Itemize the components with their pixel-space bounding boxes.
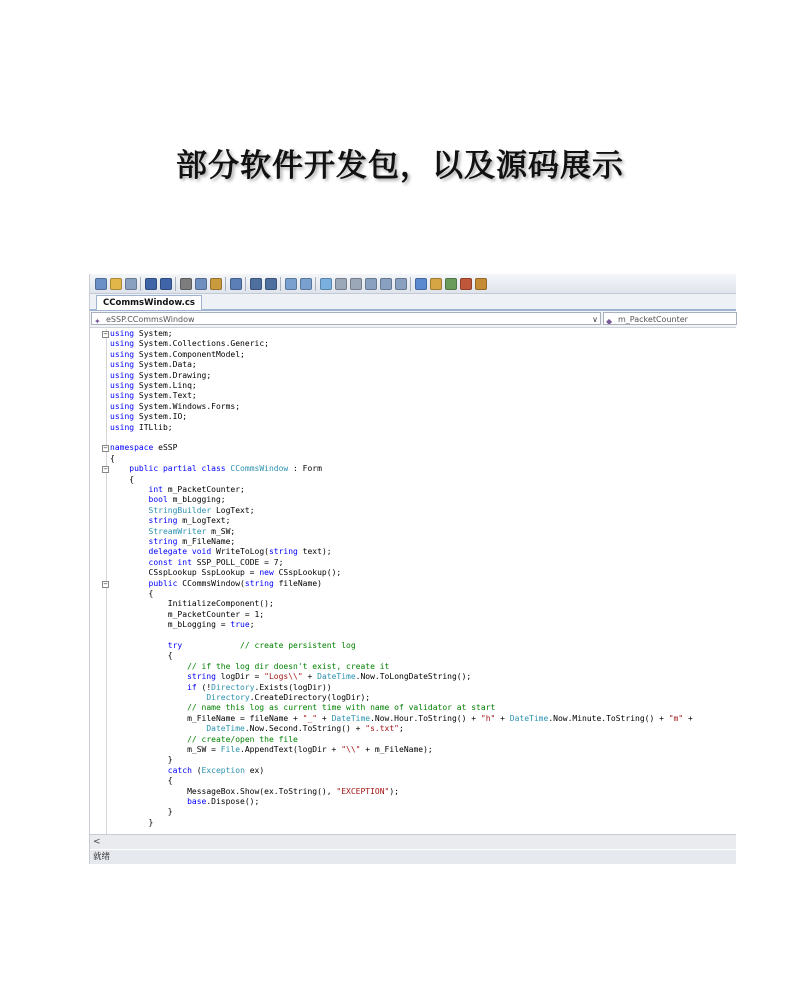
code-token: CCommsWindow — [230, 464, 289, 474]
start-debug-icon[interactable] — [320, 278, 332, 290]
code-token — [110, 766, 168, 775]
code-token: namespace — [110, 443, 154, 453]
code-token: bool — [148, 495, 168, 505]
code-token: string — [148, 537, 178, 546]
code-line — [110, 360, 197, 370]
undo-icon[interactable] — [285, 278, 297, 290]
code-token: (! — [196, 682, 212, 692]
toolbar-separator — [175, 277, 176, 291]
code-token: DateTime — [206, 724, 245, 734]
toolbox-icon[interactable] — [460, 278, 472, 290]
code-token — [110, 735, 187, 744]
code-token: DateTime — [317, 672, 356, 682]
step-out-icon[interactable] — [395, 278, 407, 290]
code-token: System.ComponentModel; — [134, 349, 245, 359]
code-token: ; — [249, 620, 255, 630]
object-browser-icon[interactable] — [445, 278, 457, 290]
code-token — [110, 641, 168, 650]
code-line — [110, 537, 235, 547]
collapse-outline-icon[interactable]: − — [103, 579, 108, 588]
copy-icon[interactable] — [195, 278, 207, 290]
comment-icon[interactable] — [250, 278, 262, 290]
code-token: { — [110, 776, 173, 786]
redo-icon[interactable] — [300, 278, 312, 290]
code-token: m_bLogging = — [110, 620, 231, 630]
code-token — [110, 662, 187, 671]
code-token: .Now.Hour.ToString() + — [370, 713, 481, 723]
pause-icon[interactable] — [335, 278, 347, 290]
code-line — [110, 683, 332, 693]
code-token: delegate void — [148, 547, 212, 557]
code-line — [110, 443, 177, 453]
code-token — [110, 703, 187, 712]
code-token: Exception — [201, 765, 245, 775]
toolbar-separator — [315, 277, 316, 291]
collapse-outline-icon[interactable]: − — [103, 330, 108, 338]
code-line — [110, 412, 187, 422]
code-token: using — [110, 370, 135, 380]
code-line — [110, 703, 495, 713]
start-page-icon[interactable] — [475, 278, 487, 290]
class-dropdown-value: eSSP.CCommsWindow — [106, 315, 195, 324]
code-token: "m" — [668, 713, 684, 723]
code-token — [110, 516, 149, 525]
find-icon[interactable] — [230, 278, 242, 290]
code-token: using — [110, 329, 135, 338]
code-token: string — [244, 578, 274, 588]
code-line — [110, 589, 153, 599]
code-line — [110, 797, 259, 807]
code-line — [110, 391, 197, 401]
code-token: using — [110, 391, 135, 401]
code-line — [110, 339, 269, 349]
code-token: ( — [191, 765, 202, 775]
code-token: m_PacketCounter = 1; — [110, 609, 265, 619]
code-token — [110, 547, 149, 556]
code-token: .Now.ToLongDateString(); — [355, 672, 472, 682]
code-line — [110, 371, 211, 381]
code-token: const int — [148, 557, 192, 567]
code-token: m_PacketCounter; — [162, 485, 245, 494]
code-token: Directory — [206, 693, 250, 702]
code-token: string — [268, 547, 298, 557]
code-token: + m_FileName); — [360, 745, 433, 754]
uncomment-icon[interactable] — [265, 278, 277, 290]
code-token — [110, 579, 149, 588]
paste-icon[interactable] — [210, 278, 222, 290]
save-all-icon[interactable] — [160, 278, 172, 290]
code-line — [110, 423, 173, 433]
collapse-outline-icon[interactable]: − — [103, 465, 108, 474]
cut-icon[interactable] — [180, 278, 192, 290]
code-line — [110, 558, 283, 568]
code-token: using — [110, 412, 135, 422]
code-line — [110, 724, 404, 734]
code-token: // create/open the file — [187, 734, 298, 744]
code-token — [110, 527, 149, 536]
code-line — [110, 714, 693, 724]
code-token: ); — [389, 786, 399, 796]
code-token: + — [302, 672, 318, 682]
code-line — [110, 787, 399, 797]
code-token: new — [259, 568, 274, 578]
save-icon[interactable] — [145, 278, 157, 290]
code-token: m_LogText; — [177, 516, 231, 526]
code-token: using — [110, 339, 135, 349]
code-token: CSspLookup SspLookup = — [110, 568, 260, 578]
add-item-icon[interactable] — [125, 278, 137, 290]
code-line — [110, 579, 322, 589]
scroll-left-icon[interactable]: < — [93, 837, 101, 847]
code-token: { — [110, 453, 115, 463]
code-token: System; — [134, 329, 173, 338]
code-token: if — [187, 682, 197, 692]
toolbar-separator — [225, 277, 226, 291]
code-token: using — [110, 349, 135, 359]
stop-icon[interactable] — [350, 278, 362, 290]
code-token: } — [110, 817, 154, 827]
code-token: int — [148, 485, 163, 494]
code-line — [110, 568, 341, 578]
code-token: public partial class — [129, 464, 226, 474]
code-line — [110, 527, 235, 537]
code-token — [182, 641, 240, 650]
code-token — [110, 672, 187, 681]
code-line — [110, 506, 255, 516]
code-token: DateTime — [331, 713, 371, 723]
code-token: "s.txt" — [365, 724, 399, 734]
tab-ccommswindow[interactable]: CCommsWindow.cs — [96, 295, 202, 310]
code-token: StringBuilder — [148, 505, 212, 515]
code-token: ITLlib; — [134, 422, 173, 432]
code-token: Directory — [211, 682, 255, 692]
code-token: logDir = — [215, 672, 265, 682]
toolbar-separator — [245, 277, 246, 291]
code-token: using — [110, 401, 135, 411]
code-token: .Dispose(); — [206, 797, 260, 806]
code-token: using — [110, 360, 135, 370]
class-icon: ✦ — [94, 317, 101, 325]
code-line — [110, 402, 240, 412]
code-token: { — [110, 651, 173, 661]
code-token: // create persistent log — [240, 641, 356, 650]
code-line — [110, 350, 245, 360]
toolbar-separator — [280, 277, 281, 291]
code-token: LogText; — [211, 505, 255, 515]
code-token: string — [187, 672, 216, 682]
status-bar: 就绪 — [90, 850, 736, 864]
code-token: "Logs\\" — [264, 672, 303, 682]
code-token: public — [148, 578, 178, 588]
code-token: { — [110, 474, 135, 484]
code-line — [110, 381, 197, 391]
code-token: eSSP — [153, 443, 178, 453]
code-token: m_SW = — [110, 745, 221, 754]
code-token: + — [317, 713, 332, 723]
code-token: System.Windows.Forms; — [134, 401, 241, 411]
code-token: CSspLookup(); — [273, 568, 342, 578]
new-project-icon[interactable] — [95, 278, 107, 290]
code-token — [110, 797, 187, 806]
code-line — [110, 651, 173, 661]
code-token: System.Collections.Generic; — [134, 339, 269, 349]
standard-toolbar — [90, 274, 736, 294]
code-line — [110, 755, 173, 765]
code-line — [110, 662, 389, 672]
code-line — [110, 641, 356, 651]
code-token: File — [220, 745, 241, 754]
code-token — [110, 537, 149, 546]
code-line — [110, 766, 264, 776]
code-line — [110, 745, 433, 755]
code-token — [110, 683, 187, 692]
open-icon[interactable] — [110, 278, 122, 290]
code-token: { — [110, 589, 154, 598]
step-over-icon[interactable] — [380, 278, 392, 290]
code-token: } — [110, 755, 173, 765]
code-token: ex) — [244, 765, 265, 775]
code-token: m_bLogging; — [167, 495, 226, 505]
code-token: .Exists(logDir)) — [254, 682, 332, 692]
code-token: try — [167, 641, 183, 650]
code-token: : Form — [288, 464, 322, 474]
code-token: System.IO; — [134, 412, 188, 422]
member-dropdown-value: m_PacketCounter — [618, 315, 688, 324]
navigation-bar — [90, 311, 736, 328]
code-line — [110, 516, 230, 526]
toolbar-separator — [140, 277, 141, 291]
document-tab-strip — [90, 294, 736, 311]
code-line — [110, 620, 255, 630]
code-token: // if the log dir doesn't exist, create it — [187, 661, 390, 671]
code-token — [110, 558, 149, 567]
code-token — [110, 693, 206, 702]
collapse-outline-icon[interactable]: − — [103, 444, 108, 453]
code-line — [110, 693, 370, 703]
code-token: catch — [167, 765, 192, 775]
code-token — [110, 724, 206, 733]
code-token: "\\" — [341, 745, 361, 754]
code-token: base — [187, 797, 207, 806]
code-token: .AppendText(logDir + — [240, 745, 342, 754]
code-token: .Now.Second.ToString() + — [244, 724, 366, 734]
code-token: // name this log as current time with name of validator at start — [187, 703, 496, 713]
code-token — [110, 495, 149, 504]
step-into-icon[interactable] — [365, 278, 377, 290]
code-token: System.Drawing; — [134, 370, 212, 380]
code-token: System.Linq; — [134, 381, 197, 390]
code-token — [110, 506, 149, 515]
code-token: ; — [399, 724, 404, 734]
code-token: + — [683, 713, 693, 723]
code-token: .Now.Minute.ToString() + — [548, 713, 669, 723]
code-line — [110, 776, 173, 786]
code-token: StreamWriter — [148, 526, 207, 536]
page-headline: 部分软件开发包，以及源码展示 — [176, 148, 624, 184]
code-token: string — [148, 516, 178, 526]
code-token: true — [230, 620, 250, 630]
code-line — [110, 464, 322, 474]
code-token: DateTime — [509, 713, 549, 723]
code-line — [110, 547, 332, 557]
properties-icon[interactable] — [430, 278, 442, 290]
toolbar-separator — [410, 277, 411, 291]
code-token: + — [495, 713, 510, 723]
code-token: CCommsWindow( — [177, 578, 245, 588]
code-token — [110, 464, 129, 473]
code-line — [110, 329, 173, 339]
code-line — [110, 735, 298, 745]
code-token: SSP_POLL_CODE = 7; — [191, 557, 284, 567]
code-token: InitializeComponent(); — [110, 599, 274, 609]
code-line — [110, 818, 153, 828]
solution-explorer-icon[interactable] — [415, 278, 427, 290]
code-token: using — [110, 381, 135, 390]
chevron-down-icon[interactable]: ∨ — [592, 315, 598, 324]
code-line — [110, 807, 173, 817]
code-token: .CreateDirectory(logDir); — [249, 693, 371, 702]
code-token: "EXCEPTION" — [336, 786, 390, 796]
code-token: } — [110, 807, 173, 817]
code-token: m_SW; — [206, 526, 236, 536]
code-token: "_" — [302, 713, 318, 723]
code-line — [110, 475, 134, 485]
code-line — [110, 485, 245, 495]
code-token: WriteToLog( — [211, 547, 269, 557]
code-line — [110, 610, 264, 620]
code-line — [110, 495, 226, 505]
code-line — [110, 672, 471, 682]
field-icon: ◆ — [606, 317, 613, 325]
code-line — [110, 599, 274, 609]
code-editor-window — [89, 274, 736, 864]
horizontal-scrollbar[interactable] — [90, 834, 736, 849]
code-token: m_FileName; — [177, 537, 236, 546]
code-token: fileName) — [273, 578, 322, 588]
code-token: System.Text; — [134, 391, 197, 401]
code-token: System.Data; — [134, 360, 197, 370]
code-token: "h" — [480, 713, 496, 723]
code-token: text); — [297, 547, 332, 557]
class-dropdown[interactable] — [91, 312, 601, 325]
code-token: MessageBox.Show(ex.ToString(), — [110, 786, 337, 796]
code-area[interactable] — [90, 329, 736, 834]
code-token: m_FileName = fileName + — [110, 713, 303, 723]
member-dropdown[interactable] — [603, 312, 737, 325]
code-line — [110, 454, 115, 464]
code-token: using — [110, 422, 135, 432]
code-token — [110, 485, 149, 494]
